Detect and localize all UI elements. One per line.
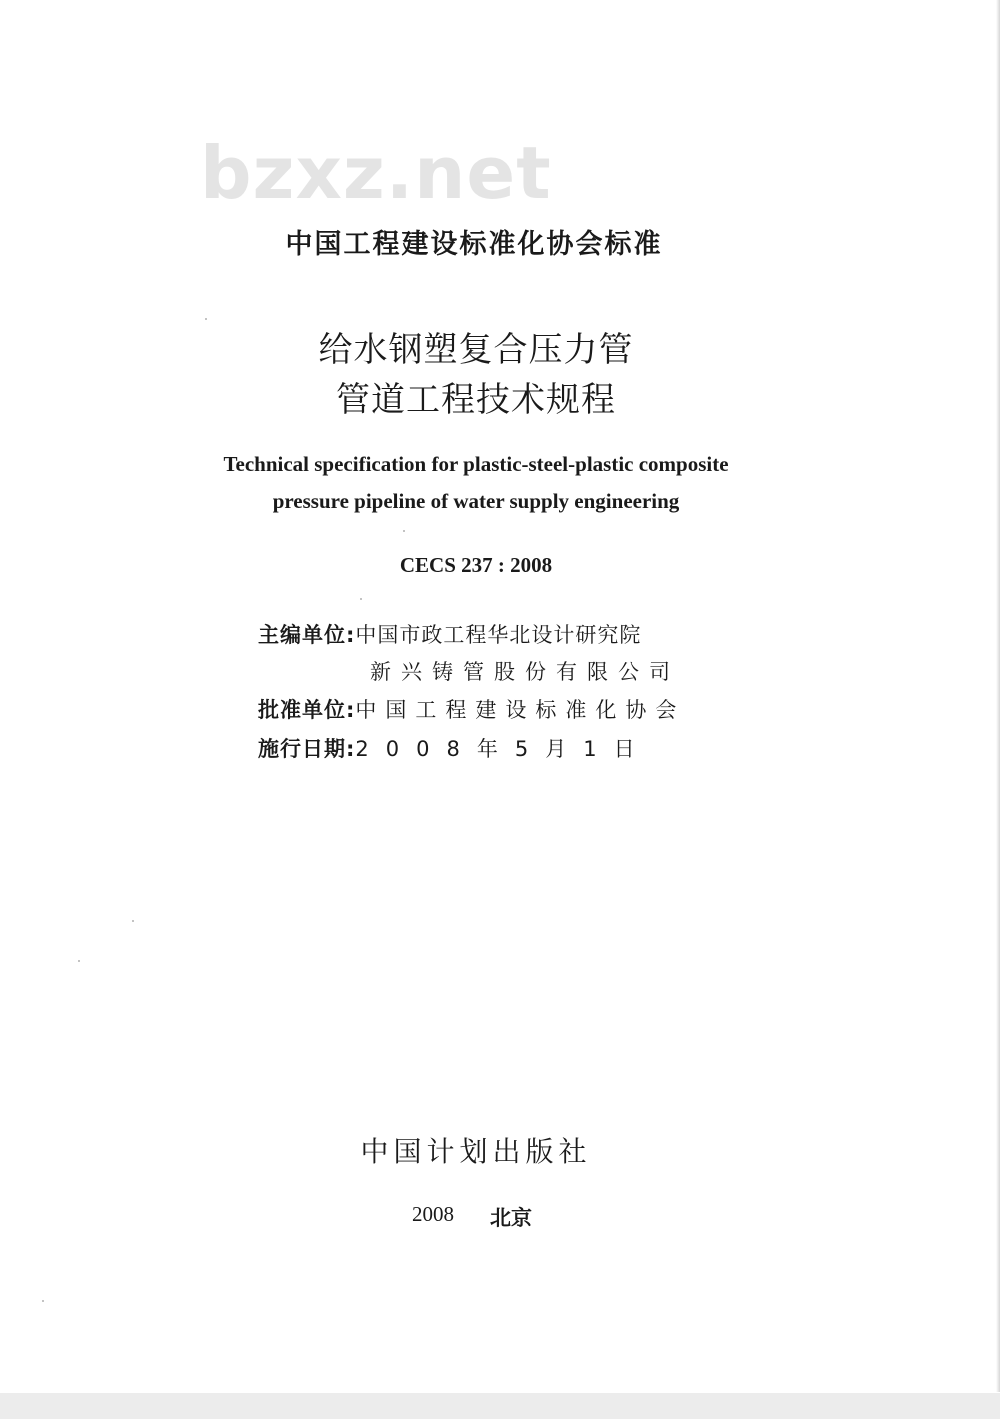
scan-speck <box>205 318 207 320</box>
approval-row <box>258 694 685 724</box>
chief-editor-org2: 新兴铸管股份有限公司 <box>370 660 680 684</box>
scan-speck <box>42 1300 44 1302</box>
approval-label: 批准单位: <box>258 698 356 722</box>
scan-speck <box>132 920 134 922</box>
approval-org: 中国工程建设标准化协会 <box>355 698 686 722</box>
watermark: bzxz.net <box>200 131 552 215</box>
title-cn-line2: 管道工程技术规程 <box>336 380 616 420</box>
scan-bottom-band <box>0 1393 1000 1419</box>
effective-date-row <box>258 733 652 763</box>
standard-code: CECS 237 : 2008 <box>399 553 553 577</box>
chief-editor-org1: 中国市政工程华北设计研究院 <box>355 623 642 647</box>
chief-editor-row <box>258 619 641 649</box>
publication-year: 2008 <box>412 1202 454 1226</box>
scan-edge-shadow <box>996 0 1000 1392</box>
title-en-line2: pressure pipeline of water supply engineering <box>272 489 680 513</box>
publication-city: 北京 <box>490 1206 532 1230</box>
scan-speck <box>403 530 405 532</box>
title-cn-line1: 给水钢塑复合压力管 <box>318 330 634 370</box>
effective-date-value: 2008年5月1日 <box>355 737 652 761</box>
association-heading: 中国工程建设标准化协会标准 <box>285 229 663 260</box>
publisher-name: 中国计划出版社 <box>360 1135 592 1168</box>
scan-speck <box>78 960 80 962</box>
title-en-line1: Technical specification for plastic-steel-plastic composite <box>223 452 729 476</box>
chief-editor-label: 主编单位: <box>258 623 356 647</box>
scan-speck <box>360 598 362 600</box>
effective-date-label: 施行日期: <box>258 737 356 761</box>
